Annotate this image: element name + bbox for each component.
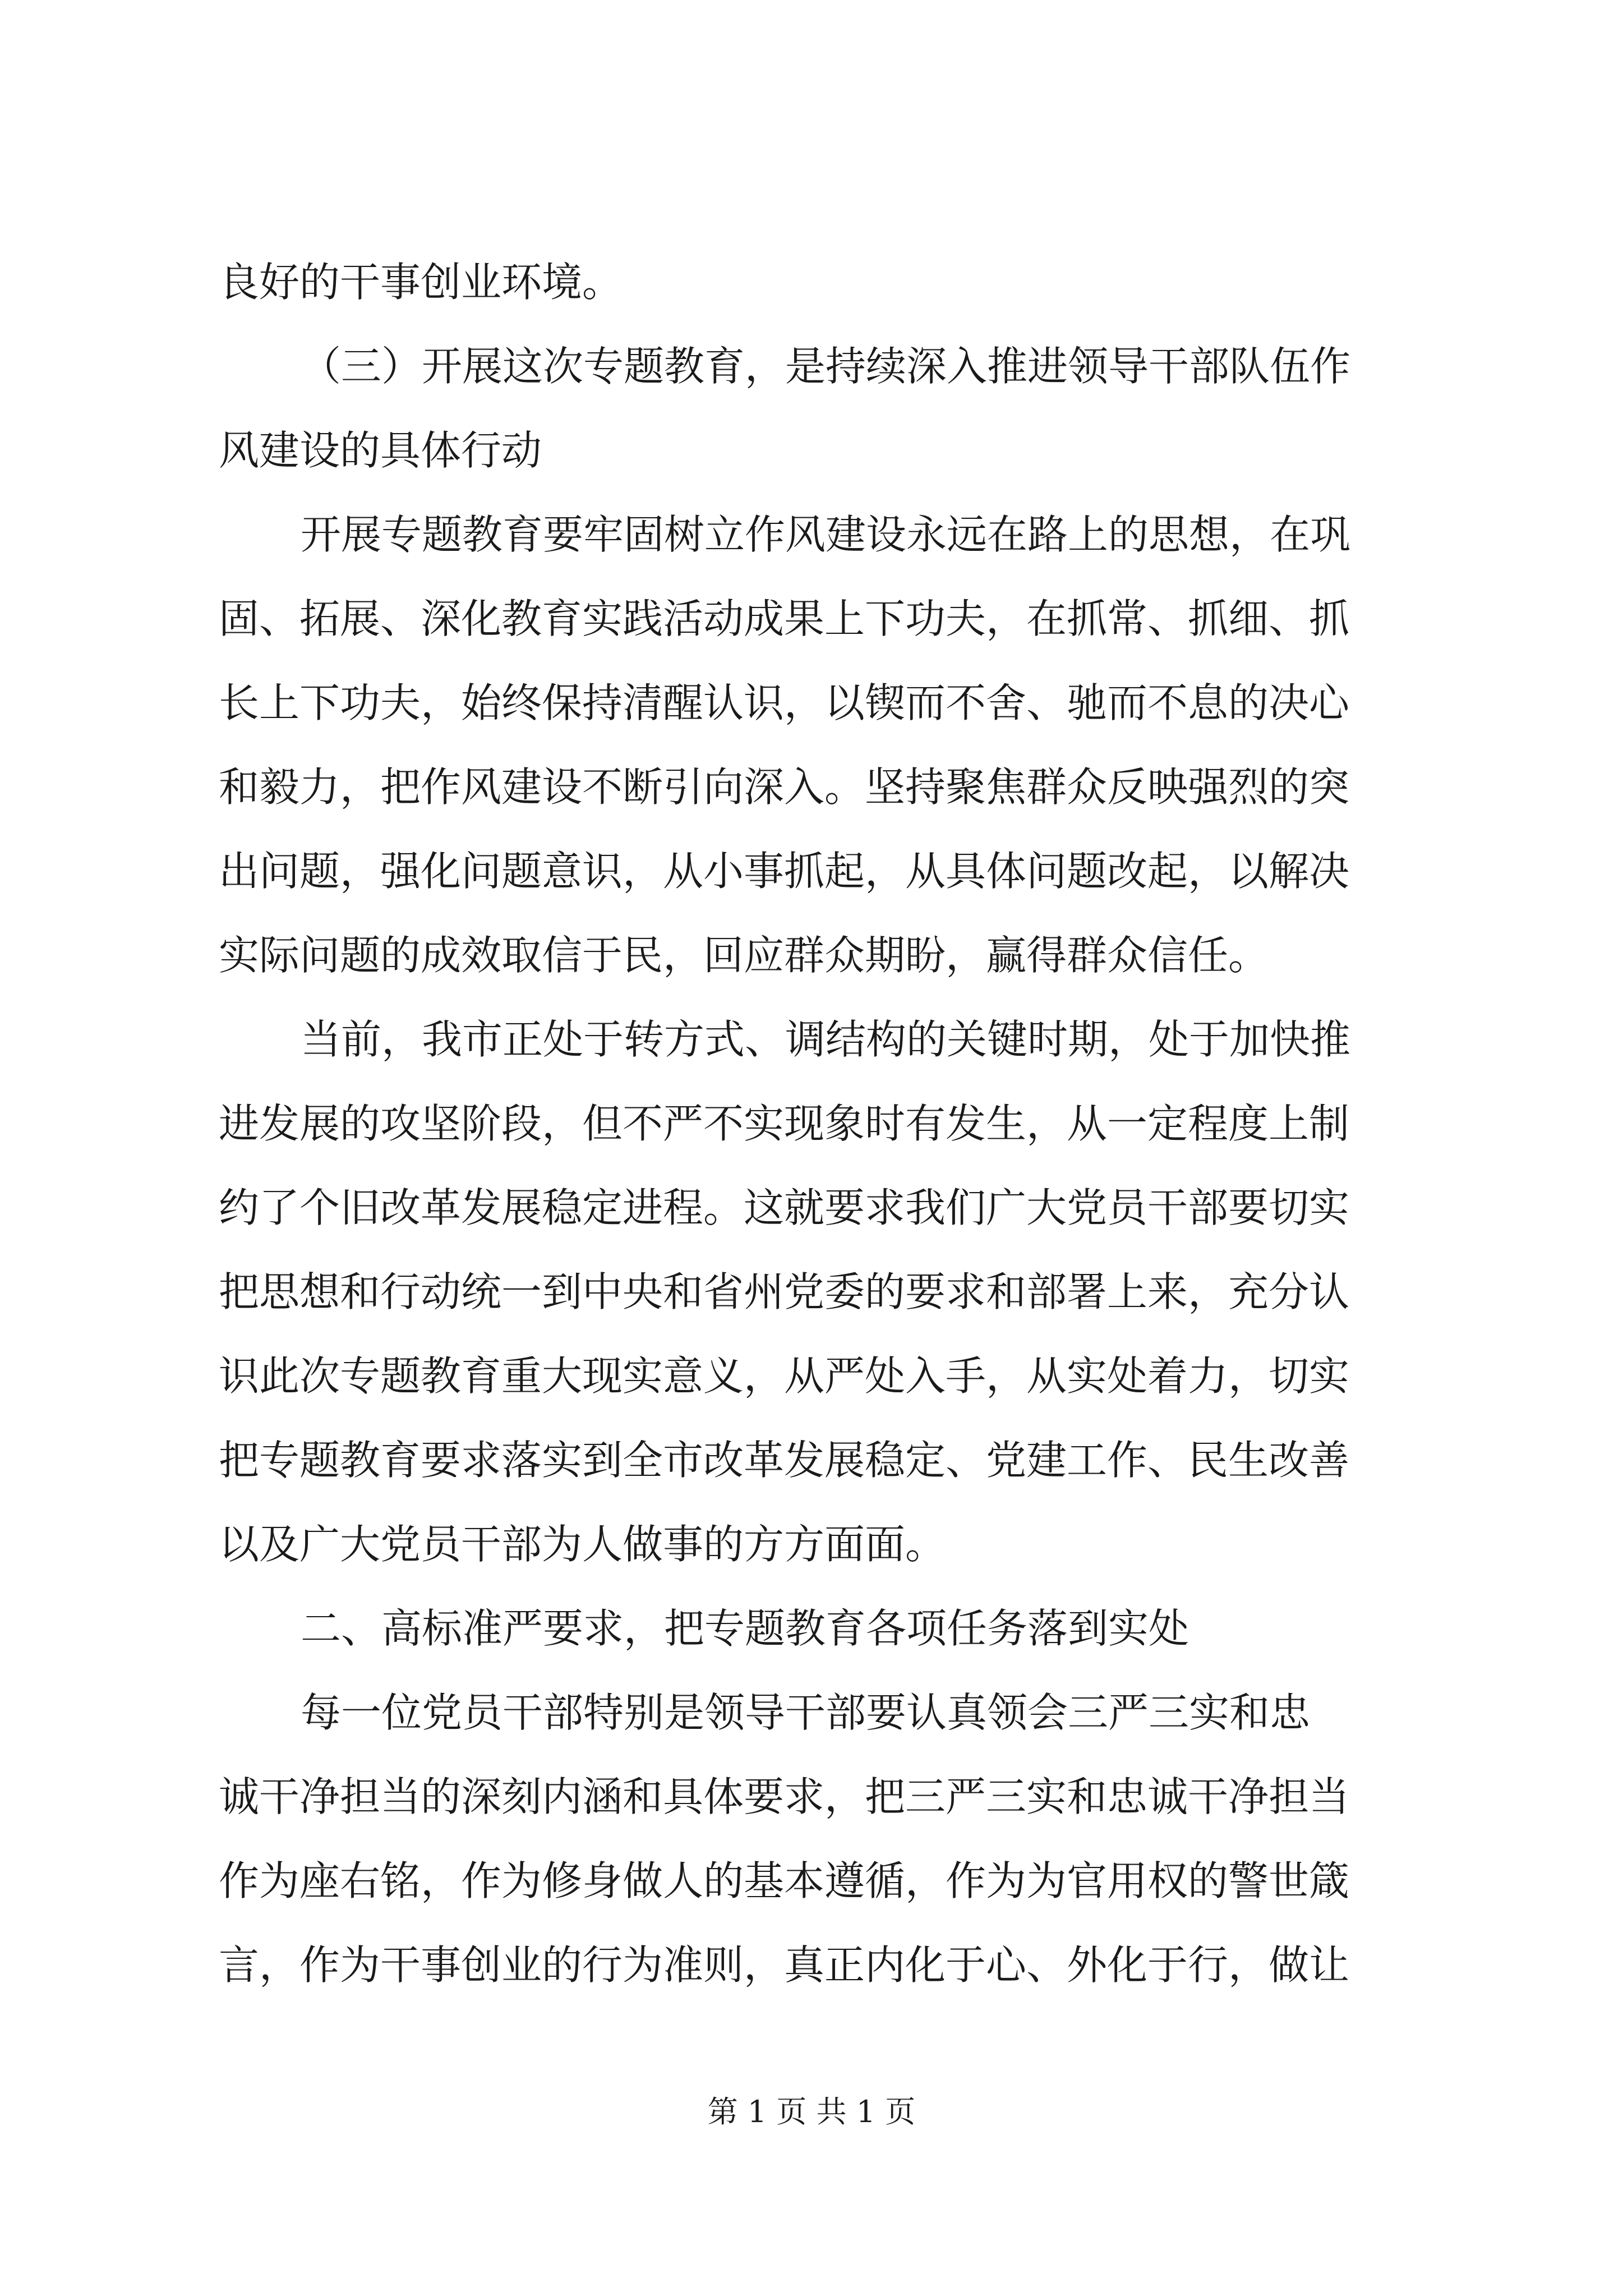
paragraph-line: 开展专题教育要牢固树立作风建设永远在路上的思想，在巩: [301, 511, 1351, 558]
paragraph-line: 作为座右铭，作为修身做人的基本遵循，作为为官用权的警世箴: [219, 1857, 1350, 1904]
paragraph-line: 当前，我市正处于转方式、调结构的关键时期，处于加快推: [301, 1016, 1351, 1063]
paragraph-line: 进发展的攻坚阶段，但不严不实现象时有发生，从一定程度上制: [219, 1100, 1350, 1147]
section-heading-continued: 风建设的具体行动: [219, 427, 542, 474]
paragraph-line: 长上下功夫，始终保持清醒认识，以锲而不舍、驰而不息的决心: [219, 679, 1350, 726]
paragraph-line: 识此次专题教育重大现实意义，从严处入手，从实处着力，切实: [219, 1352, 1350, 1400]
paragraph-line: 把思想和行动统一到中央和省州党委的要求和部署上来，充分认: [219, 1268, 1350, 1315]
page-footer: 第 1 页 共 1 页: [707, 2094, 916, 2129]
text-line: 良好的干事创业环境。: [219, 259, 623, 306]
paragraph-line: 和毅力，把作风建设不断引向深入。坚持聚焦群众反映强烈的突: [219, 763, 1350, 811]
paragraph-line: 诚干净担当的深刻内涵和具体要求，把三严三实和忠诚干净担当: [219, 1773, 1350, 1820]
paragraph-line: 以及广大党员干部为人做事的方方面面。: [219, 1521, 946, 1568]
section-heading: 二、高标准严要求，把专题教育各项任务落到实处: [301, 1605, 1189, 1652]
paragraph-line: 固、拓展、深化教育实践活动成果上下功夫，在抓常、抓细、抓: [219, 595, 1350, 642]
section-heading: （三）开展这次专题教育，是持续深入推进领导干部队伍作: [301, 343, 1351, 390]
paragraph-line: 言，作为干事创业的行为准则，真正内化于心、外化于行，做让: [219, 1941, 1350, 1989]
paragraph-line: 约了个旧改革发展稳定进程。这就要求我们广大党员干部要切实: [219, 1184, 1350, 1231]
paragraph-line: 实际问题的成效取信于民，回应群众期盼，赢得群众信任。: [219, 932, 1269, 979]
paragraph-line: 把专题教育要求落实到全市改革发展稳定、党建工作、民生改善: [219, 1437, 1350, 1484]
paragraph-line: 出问题，强化问题意识，从小事抓起，从具体问题改起，以解决: [219, 848, 1350, 895]
paragraph-line: 每一位党员干部特别是领导干部要认真领会三严三实和忠: [301, 1689, 1311, 1736]
